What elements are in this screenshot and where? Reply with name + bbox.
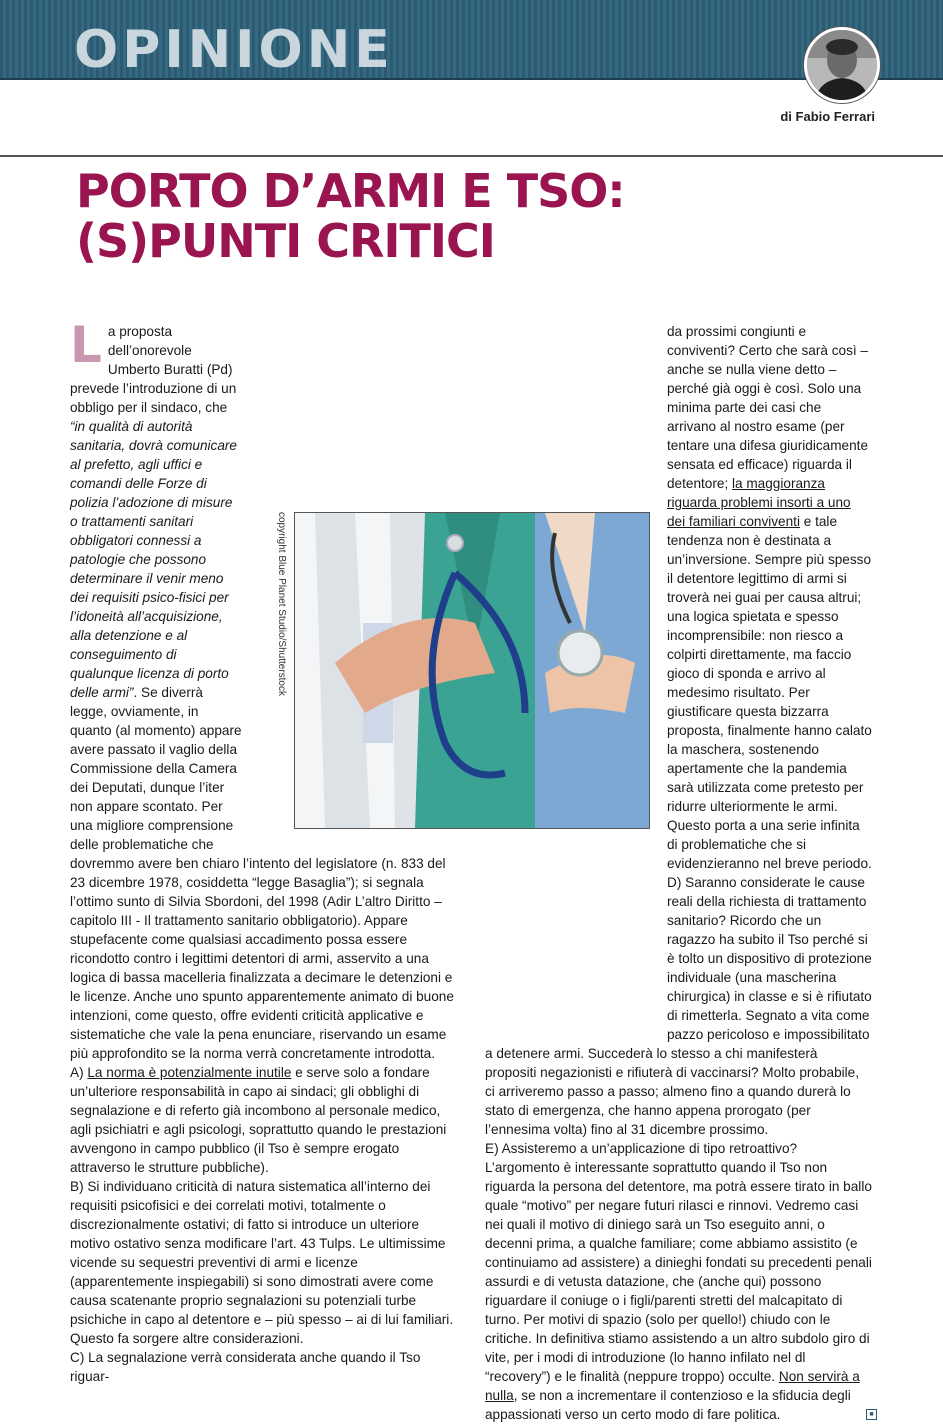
header-divider [0, 155, 943, 157]
point-e-text: E) Assisteremo a un’applicazione di tipo retroattivo? L’argomento è interessante soprattutto quando il Tso non riguarda la persona del detentore, ma potrà essere tirato in ballo quale “motivo” per negare futuri rilasci e rinnovi. Vedremo casi nei quali il motivo di diniego sarà un Tso eseguito anni, o decenni prima, a qualche familiare; come abbiamo assistito (e continuiamo ad assistere) a dinieghi fondati su precedenti penali assurdi e di vetusta datazione, che (anche qui) possono riguardare il coniuge o i figli/parenti stretti del malcapitato di turno. Per motivi di spazio (solo per quello!) chiudo con le critiche. In definitiva stiamo assistendo a un altro subdolo giro di vite, per i modi di introduzione (lo hanno infilato nel dl “recovery”) e le finalità (neppure troppo) occulte. [485, 1141, 872, 1384]
article-column-left [70, 316, 462, 1386]
intro-text-cont: . Se diverrà legge, ovviamente, in quanto (al momento) appare avere passato il vaglio della Commissione della Camera dei Deputati, dunque l’iter non appare scontato. Per una migliore comprensione delle problematiche che dovremmo avere ben chiaro l’intento del legislatore (n. 833 del 23 dicembre 1978, cosiddetta “legge Basaglia”); si segnala l’ottimo sunto di Silvia Sbordoni, del 1998 (Adir L’altro Diritto – capitolo III - Il trattamento sanitario obbligatorio). Appare stupefacente come qualsiasi accadimento possa essere ricondotto contro i legittimi detentori di armi, asservito a una logica di bassa macelleria finalizzata a decimare le detenzioni e le licenze. Anche uno spunto apparentemente animato di buone intenzioni, come questo, offre evidenti criticità applicative e sistematiche che vale la pena enunciare, riservando un esame più approfondito se la norma verrà concretamente introdotta. [70, 685, 454, 1061]
point-a-label: A) [70, 1065, 88, 1080]
point-a [70, 1063, 462, 1177]
point-a-text: e serve solo a fondare un’ulteriore responsabilità in capo ai sindaci; gli obblighi di segnalazione e di referto già incombono al personale medico, agli psichiatri e agli psicologi, soprattutto quando le prestazioni avvengono in campo pubblico (il Tso è sempre erogato attraverso le strutture pubbliche). [70, 1065, 447, 1175]
author-avatar [804, 27, 880, 103]
intro-text: a proposta dell’onorevole Umberto Buratti (Pd) prevede l’introduzione di un obbligo per il sindaco, che [70, 324, 237, 415]
author-byline: di Fabio Ferrari [780, 109, 875, 124]
end-of-article-icon: ■ [866, 1409, 877, 1420]
law-quote: “in qualità di autorità sanitaria, dovrà comunicare al prefetto, agli uffici e comandi delle Forze di polizia l’adozione di misure o trattamenti sanitari obbligatori connessi a patologie che possono determinare il venir meno dei requisiti psico-fisici per l’idoneità all’acquisizione, alla detenzione e al conseguimento di qualunque licenza di porto delle armi” [70, 419, 237, 700]
article-photo [294, 512, 650, 829]
point-e [485, 1139, 872, 1424]
article-title [76, 166, 876, 266]
section-label: OPINIONE [74, 20, 394, 80]
title-line-2: (S)PUNTI CRITICI [76, 214, 495, 268]
point-e-underlined: Non servirà a nulla [485, 1369, 860, 1403]
photo-credit [274, 512, 290, 827]
point-d: D) Saranno considerate le cause reali della richiesta di trattamento sanitario? Ricordo che un ragazzo ha subito il Tso perché si è tolto un dispositivo di protezione individuale (una mascherina chirurgica) in classe e si è rifiutato di rimetterla. Segnato a vita come pazzo pericoloso e impossibilitato a detenere armi. Succederà lo stesso a chi manifesterà propositi negazionisti e rifiuterà di vaccinarsi? Molto probabile, ci arriveremo passo a passo; almeno fino a quando durerà lo stato di emergenza, che hanno appena prorogato (per l’ennesima volta) fino al 31 dicembre prossimo. [485, 875, 872, 1137]
point-e-text-end: , se non a incrementare il contenzioso e la sfiducia degli appassionati verso un certo modo di fare politica. [485, 1388, 851, 1422]
title-line-1: PORTO D’ARMI E TSO: [76, 164, 625, 218]
article-column-right [485, 322, 872, 1424]
underlined-phrase: la maggioranza riguarda problemi insorti a uno dei familiari conviventi [667, 476, 851, 529]
point-a-underlined: La norma è potenzialmente inutile [87, 1065, 292, 1080]
point-c: C) La segnalazione verrà considerata anche quando il Tso riguar- [70, 1350, 421, 1384]
point-b: B) Si individuano criticità di natura sistematica all’interno dei requisiti psicofisici e dei correlati motivi, totalmente o discrezionalmente ostativi; di fatto si introduce un ulteriore motivo ostativo senza modificare l’art. 43 Tulps. Le ultimissime vicende su sequestri preventivi di armi e licenze (apparentemente inspiegabili) si sono dimostrati avere come causa scatenante proprio segnalazioni su potenziali turbe psichiche in capo al detentore e – più spesso – ai di lui familiari. Questo fa sorgere altre considerazioni. [70, 1179, 454, 1346]
drop-cap: L [70, 316, 102, 374]
continued-text-cont: e tale tendenza non è destinata a un’inversione. Sempre più spesso il detentore legittimo di armi si troverà nei guai per causa altrui; una logica spietata e spesso incomprensibile: non riesco a colpirti direttamente, ma faccio gioco di sponda e arrivo al medesimo risultato. Per giustificare questa bizzarra proposta, finalmente hanno calato la maschera, sostenendo apertamente che la pandemia sarà utilizzata come pretesto per ridurre ulteriormente le armi. Questo porta a una serie infinita di problematiche che si evidenzieranno nel breve periodo. [667, 514, 872, 871]
photo-credit-text: copyright Blue Planet Studio/Shutterstock [276, 512, 287, 696]
continued-text: da prossimi congiunti e conviventi? Certo che sarà così – anche se nulla viene detto – perché già oggi è così. Solo una minima parte dei casi che arrivano al nostro esame (per tentare una difesa giuridicamente sensata ed efficace) riguarda il detentore; [667, 324, 869, 491]
